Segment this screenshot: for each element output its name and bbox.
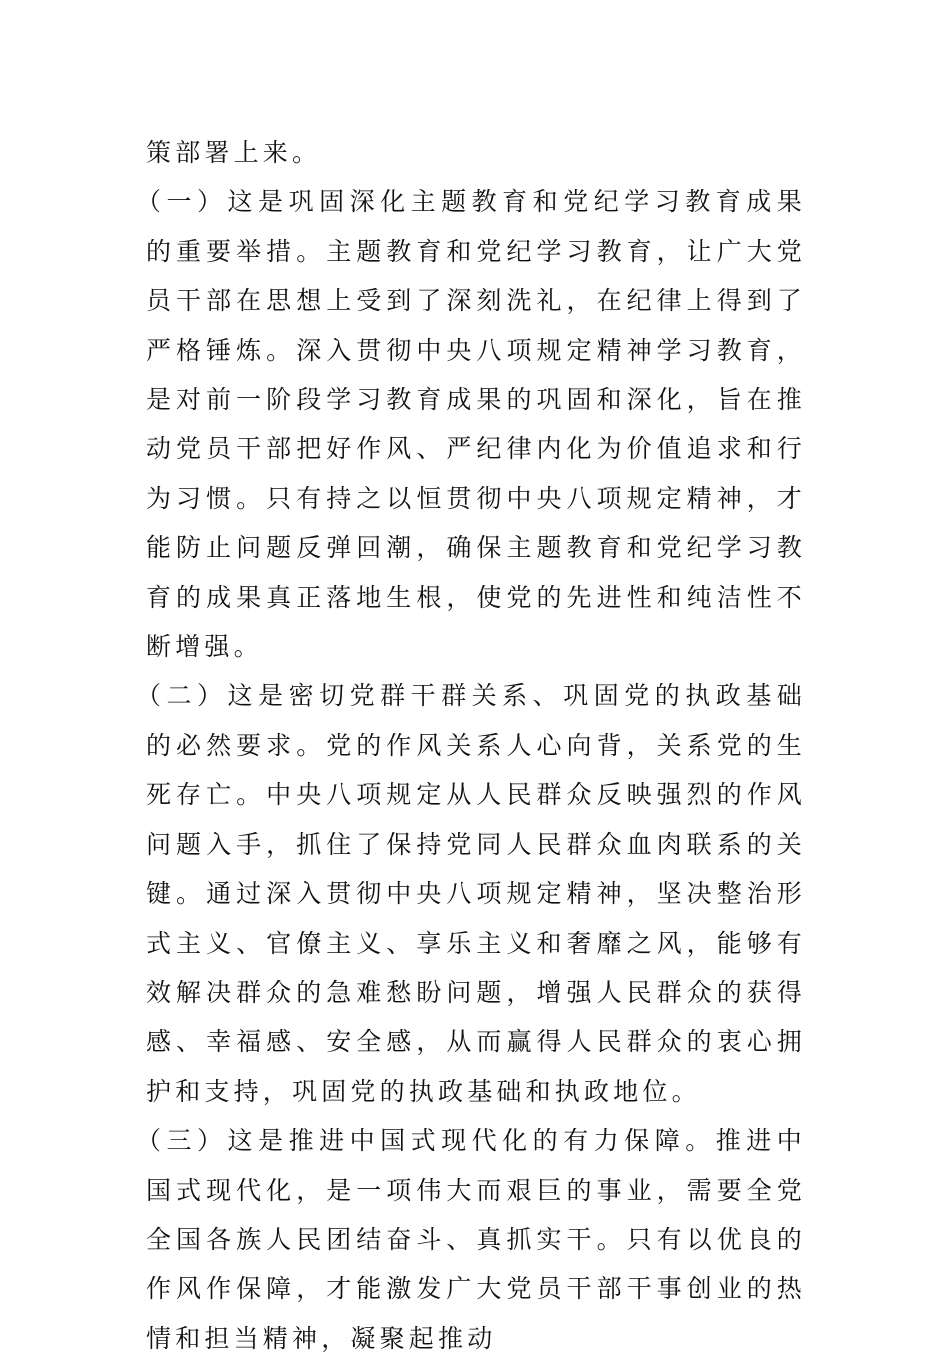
paragraph-section-1: （一）这是巩固深化主题教育和党纪学习教育成果的重要举措。主题教育和党纪学习教育，让广大党员干部在思想上受到了深刻洗礼，在纪律上得到了严格锤炼。深入贯彻中央八项规定精神学习教育，是对前一阶段学习教育成果的巩固和深化，旨在推动党员干部把好作风、严纪律内化为价值追求和行为习惯。只有持之以恒贯彻中央八项规定精神，才能防止问题反弹回潮，确保主题教育和党纪学习教育的成果真正落地生根，使党的先进性和纯洁性不断增强。 [136,187,806,662]
paragraph-section-3: （三）这是推进中国式现代化的有力保障。推进中国式现代化，是一项伟大而艰巨的事业，需要全党全国各族人民团结奋斗、真抓实干。只有以优良的作风作保障，才能激发广大党员干部干事创业的热情和担当精神，凝聚起推动 [136,1126,806,1353]
paragraph-section-2: （二）这是密切党群干群关系、巩固党的执政基础的必然要求。党的作风关系人心向背，关系党的生死存亡。中央八项规定从人民群众反映强烈的作风问题入手，抓住了保持党同人民群众血肉联系的关键。通过深入贯彻中央八项规定精神，坚决整治形式主义、官僚主义、享乐主义和奢靡之风，能够有效解决群众的急难愁盼问题，增强人民群众的获得感、幸福感、安全感，从而赢得人民群众的衷心拥护和支持，巩固党的执政基础和执政地位。 [136,681,806,1106]
document-body [136,128,806,1363]
paragraph-continuation: 策部署上来。 [146,138,322,167]
